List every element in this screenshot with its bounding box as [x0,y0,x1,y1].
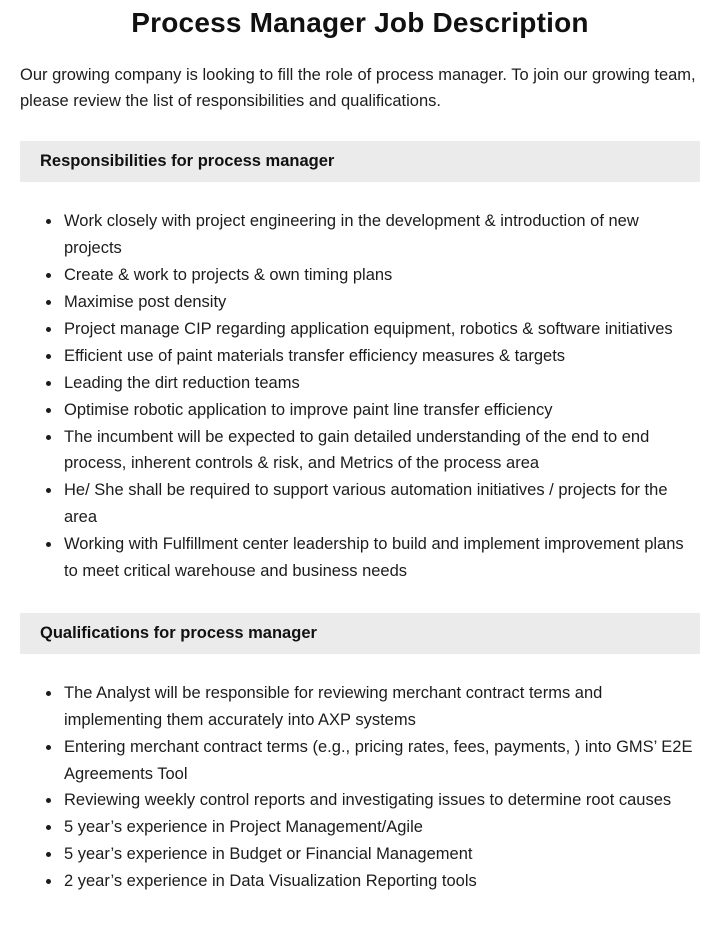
list-item: • The Analyst will be responsible for reviewing merchant contract terms and implementing them accurately into AXP systems [62,680,700,734]
list-item: • Optimise robotic application to improve paint line transfer efficiency [62,397,700,424]
list-item: • Project manage CIP regarding application equipment, robotics & software initiatives [62,316,700,343]
qualifications-list [20,680,700,895]
list-item: • Leading the dirt reduction teams [62,370,700,397]
list-item: • Working with Fulfillment center leadership to build and implement improvement plans to meet critical warehouse and business needs [62,531,700,585]
responsibilities-list [20,208,700,584]
list-item: • 5 year’s experience in Budget or Financial Management [62,841,700,868]
list-item: • The incumbent will be expected to gain detailed understanding of the end to end process, inherent controls & risk, and Metrics of the process area [62,424,700,478]
page-title: Process Manager Job Description [131,7,589,38]
list-item: • Maximise post density [62,289,700,316]
list-item: • 2 year’s experience in Data Visualization Reporting tools [62,868,700,895]
list-item: • Efficient use of paint materials transfer efficiency measures & targets [62,343,700,370]
list-item: • Create & work to projects & own timing plans [62,262,700,289]
list-item: • Reviewing weekly control reports and investigating issues to determine root causes [62,787,700,814]
section-qualifications [20,613,700,895]
section-responsibilities [20,141,700,584]
list-item: • He/ She shall be required to support various automation initiatives / projects for the area [62,477,700,531]
qualifications-section-header: Qualifications for process manager [20,613,700,654]
list-item: • Work closely with project engineering in the development & introduction of new projects [62,208,700,262]
responsibilities-section-header: Responsibilities for process manager [20,141,700,182]
list-item: • 5 year’s experience in Project Management/Agile [62,814,700,841]
list-item: • Entering merchant contract terms (e.g., pricing rates, fees, payments, ) into GMS’ E2E Agreements Tool [62,734,700,788]
intro-paragraph: Our growing company is looking to fill the role of process manager. To join our growing team, please review the list of responsibilities and qualifications. [20,65,696,111]
